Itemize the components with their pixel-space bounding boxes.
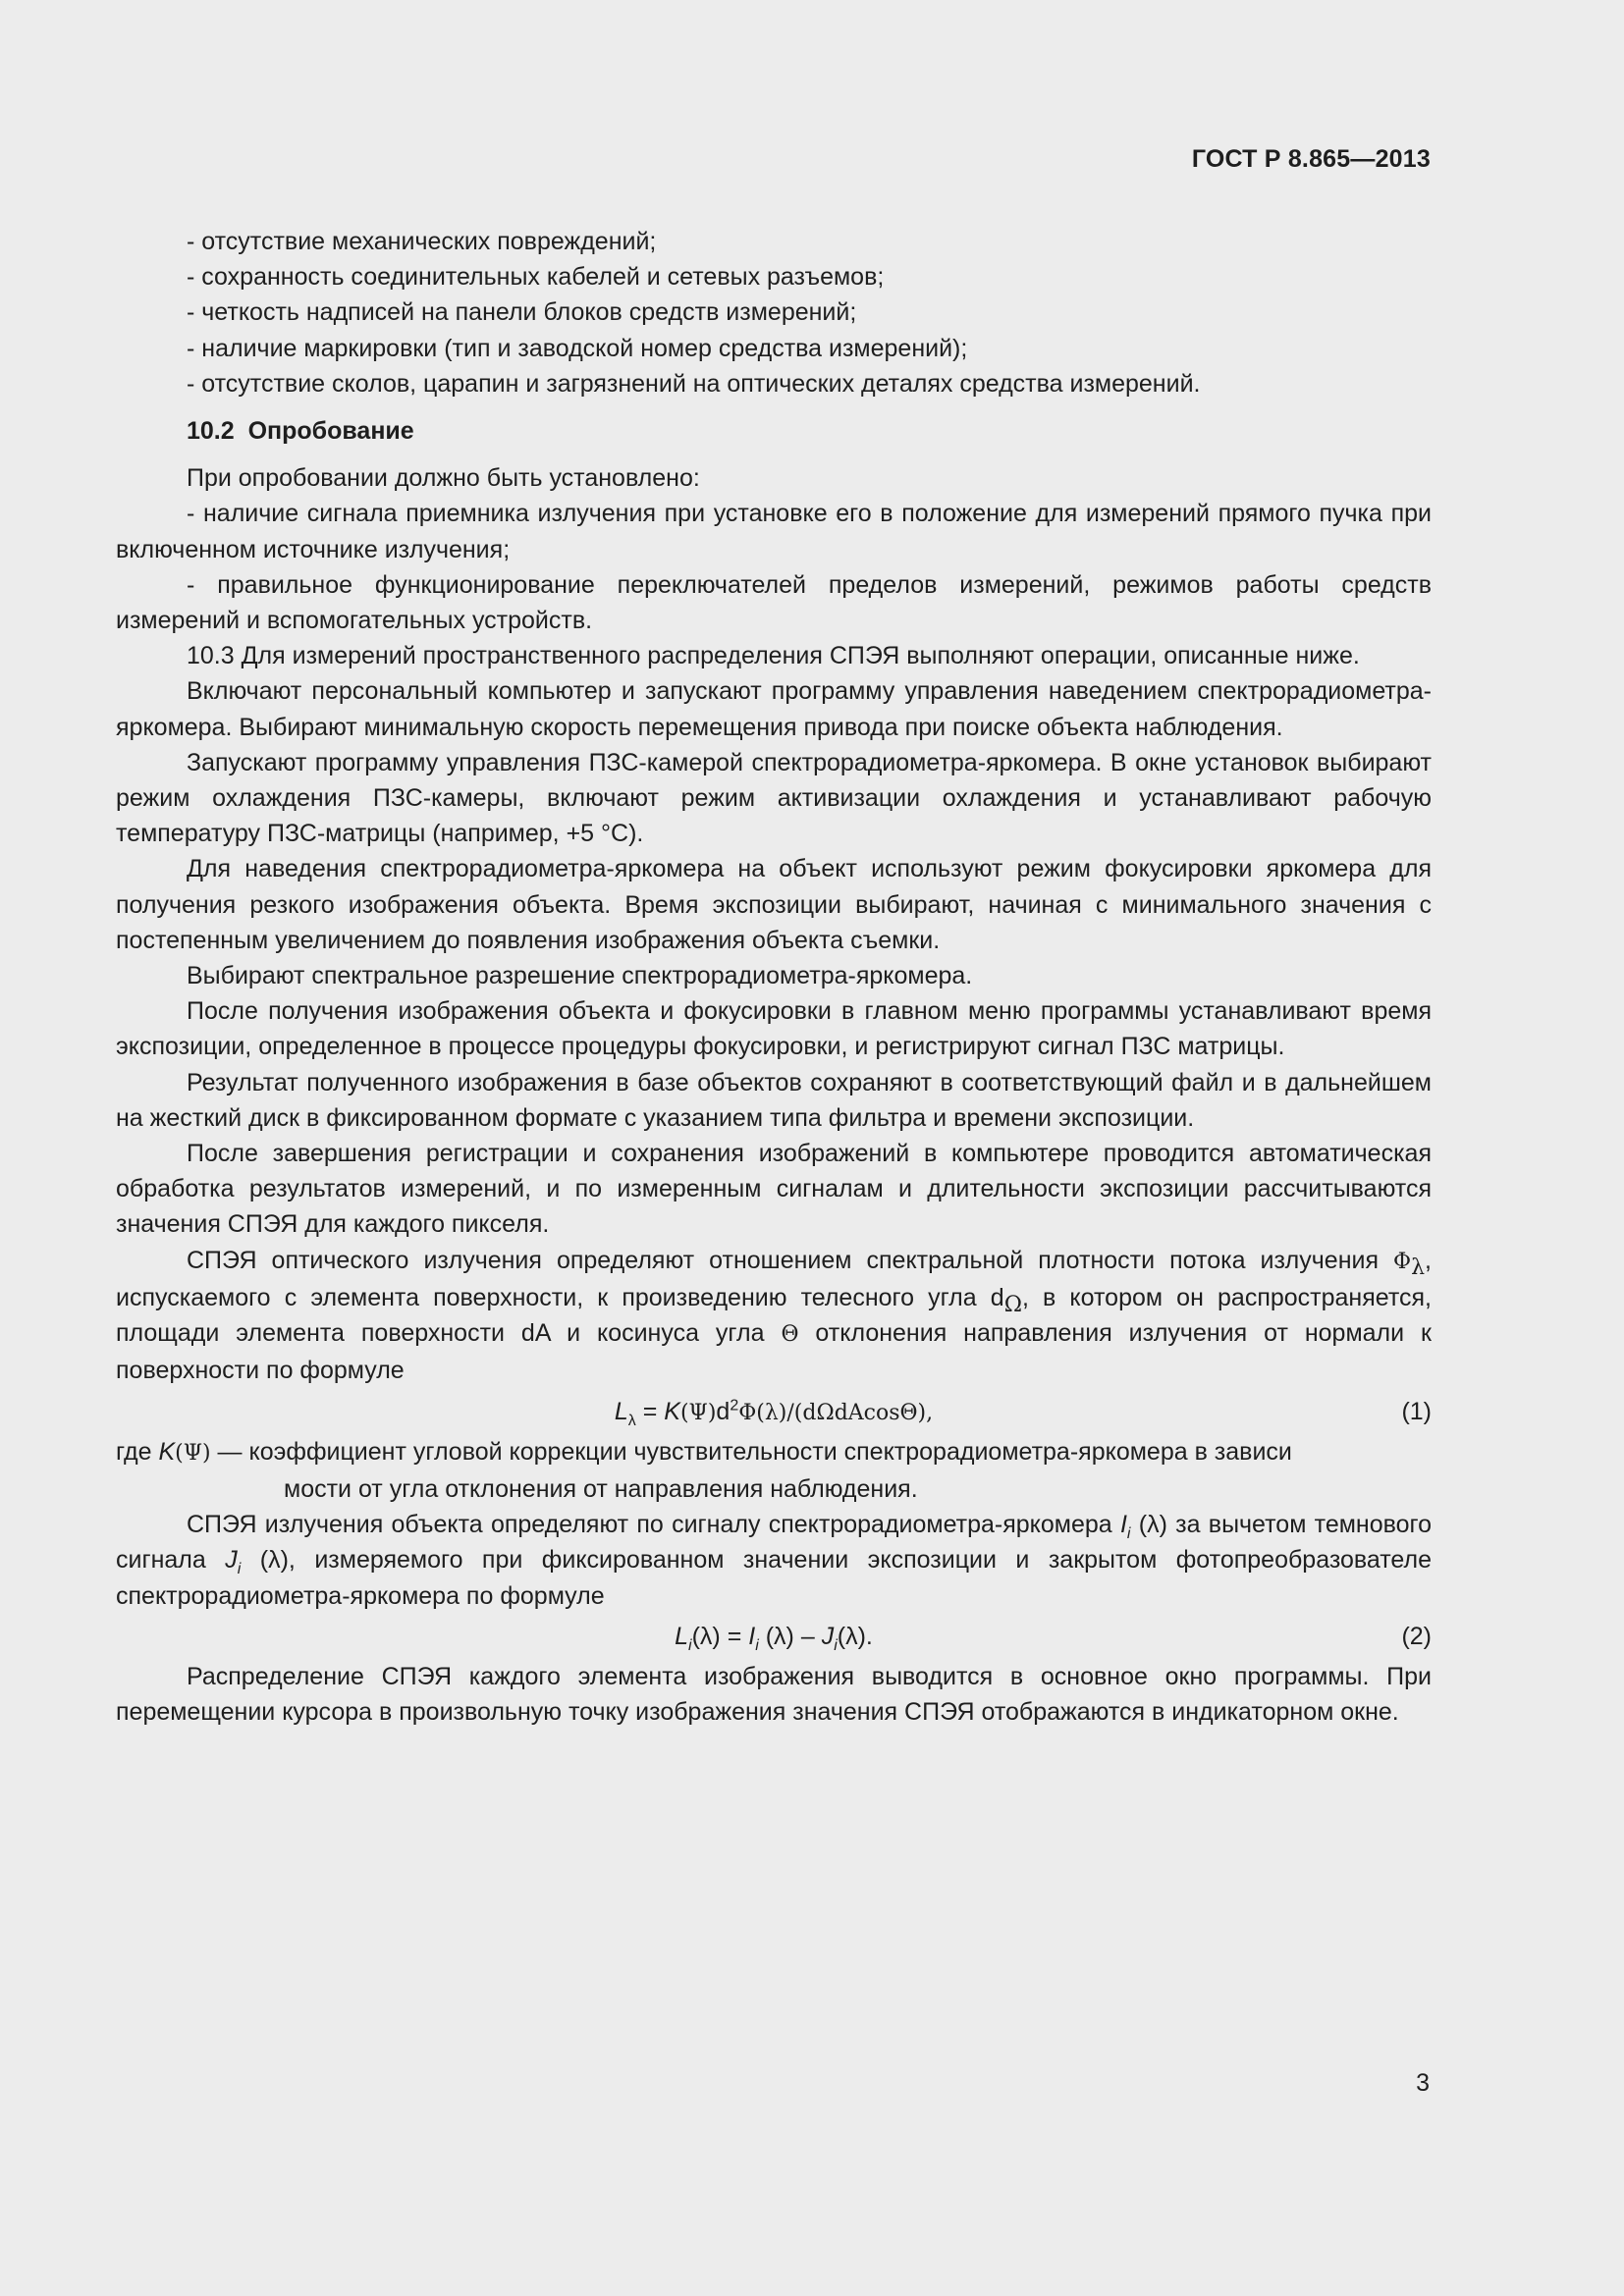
list-item: - отсутствие сколов, царапин и загрязнений на оптических деталях средства измерений.: [187, 369, 1201, 398]
document-body: [116, 224, 1432, 1730]
list-item: - сохранность соединительных кабелей и сетевых разъемов;: [187, 263, 885, 292]
list-item: - четкость надписей на панели блоков средств измерений;: [187, 298, 857, 327]
doc-code-header: ГОСТ Р 8.865—2013: [1191, 145, 1431, 173]
formula-2: $L_i(\lambda) = I_i$ $(\lambda) - J_i(\lambda)$. (2): [116, 1614, 1432, 1659]
page-number: 3: [1416, 2069, 1430, 2097]
paragraph: СПЭЯ оптического излучения определяют отношением спектральной плотности потока излучения $\Phi_\lambda$, испускаемого с элемента поверхности, к произведению телесного угла $d_\Omega$, в котором он распространяется, площади элемента поверхности dA и косинуса угла Θ отклонения направления излучения от нормали к поверхности по формуле: [116, 1246, 1432, 1385]
list-item: - наличие маркировки (тип и заводской номер средства измерений);: [187, 334, 968, 362]
paragraph: СПЭЯ излучения объекта определяют по сигналу спектрорадиометра-яркомера $I_i$ (λ) за вычетом темнового сигнала $J_i$ (λ), измеряемого при фиксированном значении экспозиции и закрытом фотопреобразователе спектрорадиометра-яркомера по формуле: [116, 1511, 1433, 1610]
paragraph: Результат полученного изображения в базе объектов сохраняют в соответствующий файл и в дальнейшем на жесткий диск в фиксированном формате с указанием типа фильтра и времени экспозиции.: [116, 1068, 1432, 1132]
section-heading: 10.2 Опробование: [187, 417, 414, 446]
paragraph: Распределение СПЭЯ каждого элемента изображения выводится в основное окно программы. При перемещении курсора в произвольную точку изображения значения СПЭЯ отображаются в индикаторном окне.: [116, 1662, 1432, 1727]
list-item: - наличие сигнала приемника излучения при установке его в положение для измерений прямого пучка при включенном источнике излучения;: [116, 500, 1432, 563]
formula-1: $L_\lambda = K(\Psi)d^2\Phi(\lambda)/(d\Omega dAcos\Theta)$, (1): [116, 1389, 1432, 1434]
list-item: - правильное функционирование переключателей пределов измерений, режимов работы средств измерений и вспомогательных устройств.: [116, 570, 1432, 635]
where-clause: где K(Ψ) — коэффициент угловой коррекции чувствительности спектрорадиометра-яркомера в зависи мости от угла отклонения от направления наблюдения.: [116, 1437, 1292, 1503]
paragraph: 10.3 Для измерений пространственного распределения СПЭЯ выполняют операции, описанные ниже.: [187, 642, 1360, 670]
formula-number: (2): [1401, 1622, 1432, 1650]
paragraph: Включают персональный компьютер и запускают программу управления наведением спектрорадиометра-яркомера. Выбирают минимальную скорость перемещения привода при поиске объекта наблюдения.: [116, 677, 1432, 741]
paragraph: Для наведения спектрорадиометра-яркомера на объект используют режим фокусировки яркомера для получения резкого изображения объекта. Время экспозиции выбирают, начиная с минимального значения с постепенным увеличением до появления изображения объекта съемки.: [116, 855, 1432, 954]
paragraph: После получения изображения объекта и фокусировки в главном меню программы устанавливают время экспозиции, определенное в процессе процедуры фокусировки, и регистрируют сигнал ПЗС матрицы.: [116, 997, 1432, 1061]
paragraph: После завершения регистрации и сохранения изображений в компьютере проводится автоматическая обработка результатов измерений, и по измеренным сигналам и длительности экспозиции рассчитываются значения СПЭЯ для каждого пикселя.: [116, 1140, 1432, 1239]
paragraph: При опробовании должно быть установлено:: [187, 464, 700, 493]
formula-number: (1): [1401, 1397, 1432, 1425]
list-item: - отсутствие механических повреждений;: [187, 228, 657, 255]
paragraph: Запускают программу управления ПЗС-камерой спектрорадиометра-яркомера. В окне установок выбирают режим охлаждения ПЗС-камеры, включают режим активизации охлаждения и устанавливают рабочую температуру ПЗС-матрицы (например, +5 °С).: [116, 748, 1432, 848]
paragraph: Выбирают спектральное разрешение спектрорадиометра-яркомера.: [187, 962, 973, 990]
